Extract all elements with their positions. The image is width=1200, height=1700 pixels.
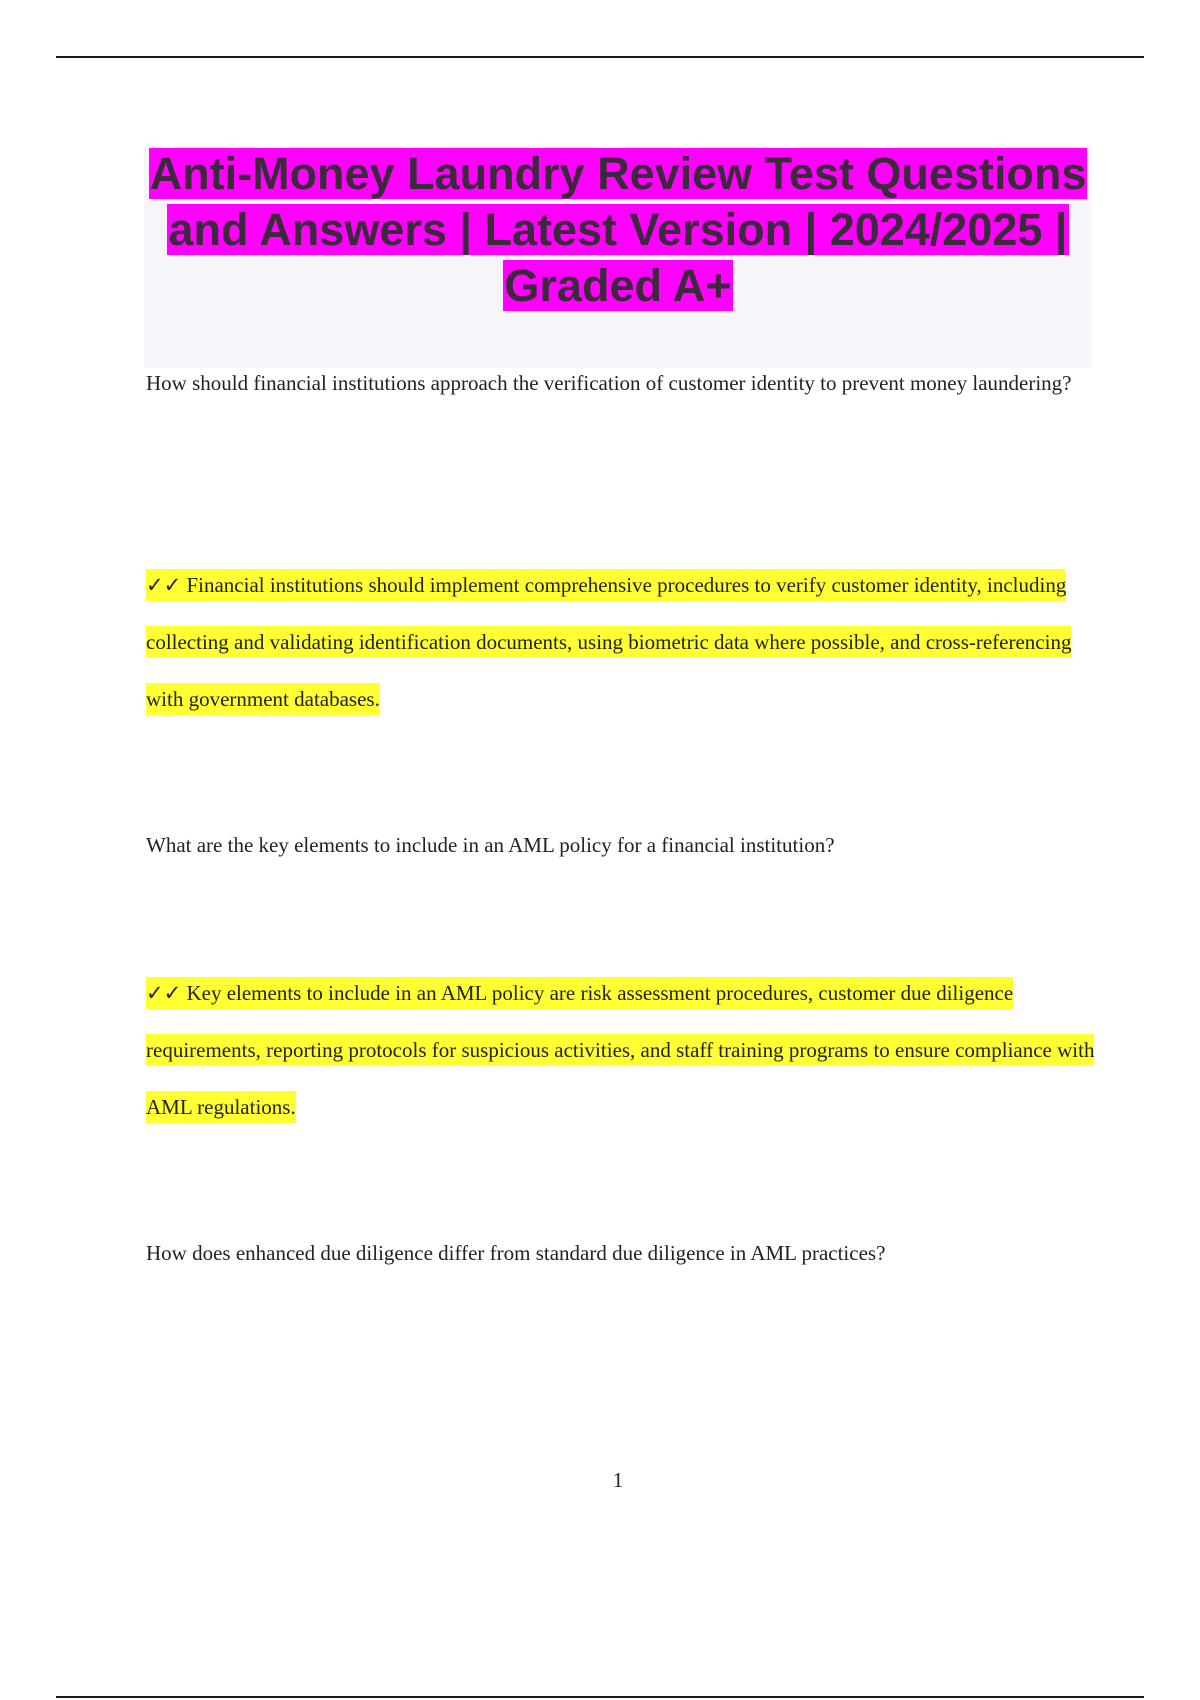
footer-rule (56, 1696, 1144, 1698)
double-check-icon: ✓✓ (146, 981, 182, 1005)
page-number: 1 (612, 1468, 624, 1492)
answer-1-text: Financial institutions should implement comprehensive procedures to verify customer identity, including collecting and validating identification documents, using biometric data where possible, and cross-referencing with government databases. (146, 573, 1072, 711)
question-1: How should financial institutions approach the verification of customer identity to prevent money laundering? (146, 371, 1072, 395)
header-rule (56, 56, 1144, 58)
answer-2 (146, 965, 1096, 1136)
answer-1-highlight (146, 569, 1071, 715)
title-block (144, 146, 1092, 368)
question-3: How does enhanced due diligence differ from standard due diligence in AML practices? (146, 1241, 886, 1265)
double-check-icon: ✓✓ (146, 573, 182, 597)
question-2: What are the key elements to include in an AML policy for a financial institution? (146, 833, 835, 857)
document-title: Anti-Money Laundry Review Test Questions and Answers | Latest Version | 2024/2025 | Graded A+ (149, 148, 1087, 311)
answer-1 (146, 557, 1096, 728)
answer-2-text: Key elements to include in an AML policy are risk assessment procedures, customer due diligence requirements, reporting protocols for suspicious activities, and staff training programs to ensure compliance with AML regulations. (146, 981, 1095, 1119)
answer-2-highlight (146, 977, 1094, 1123)
